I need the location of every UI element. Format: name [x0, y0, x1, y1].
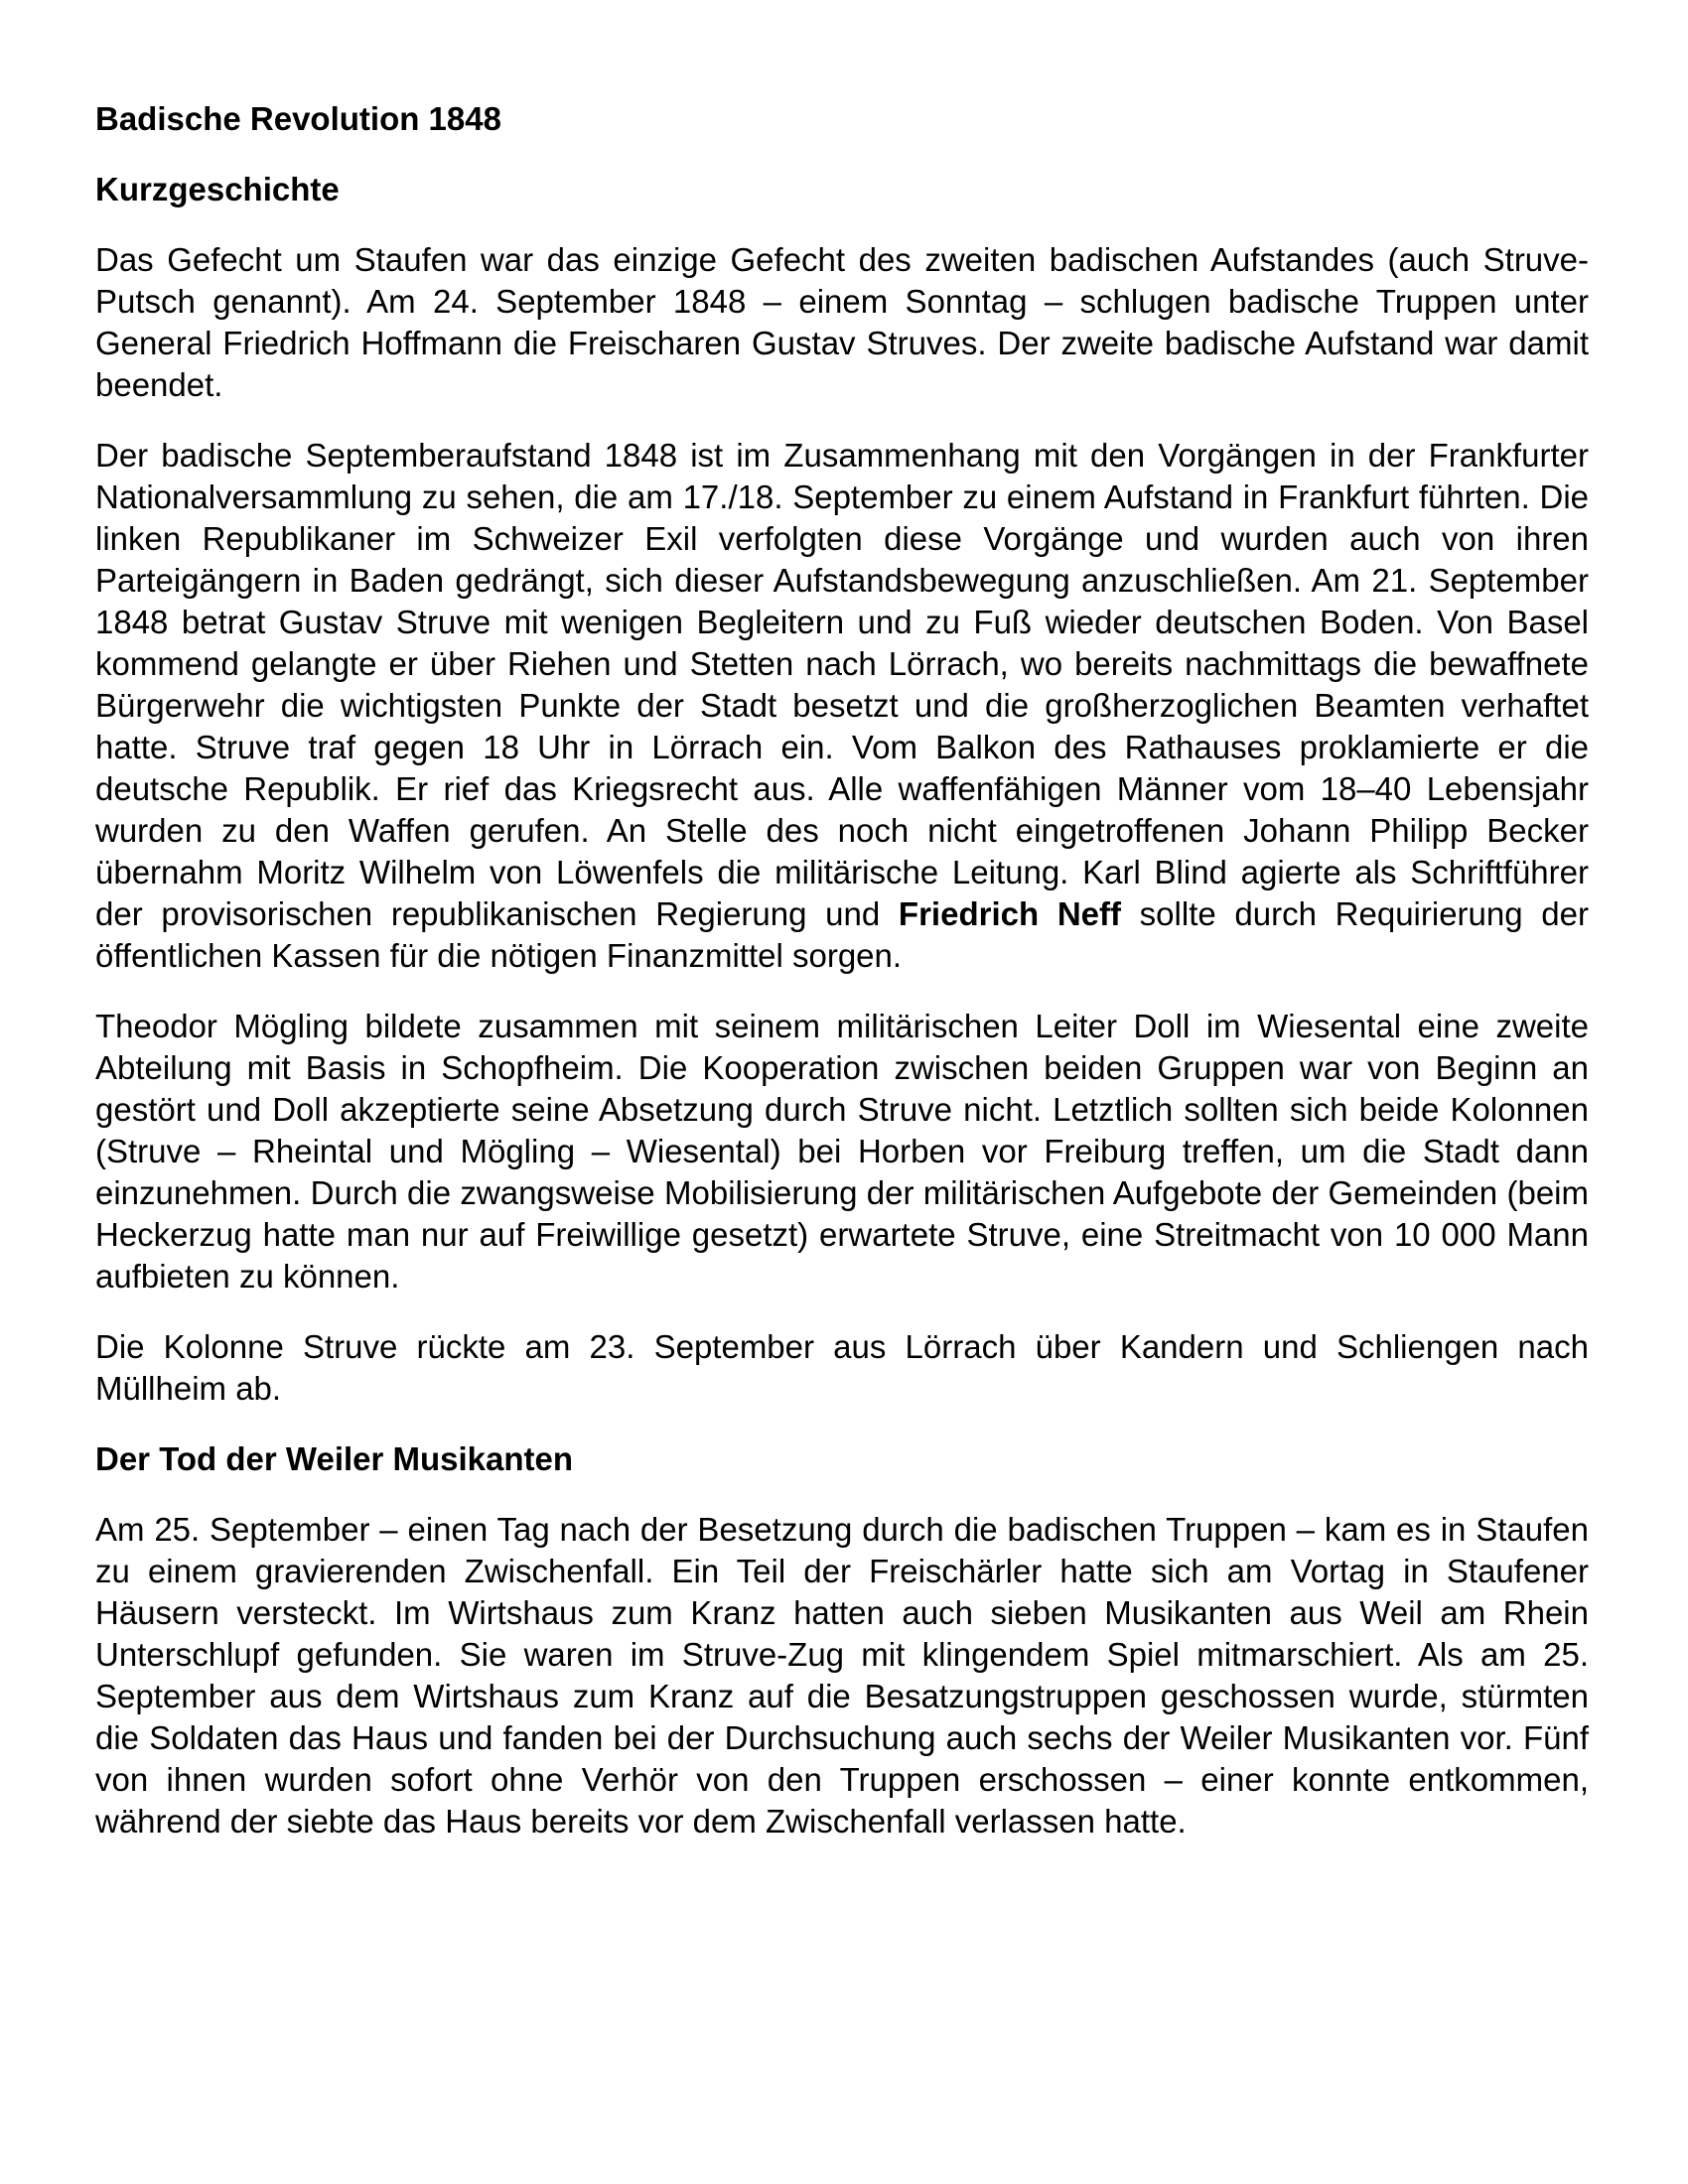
text-run: Der badische Septemberaufstand 1848 ist im Zusammenhang mit den Vorgängen in der Frankfurter Nationalversammlung zu sehen, die am 17./18. September zu einem Aufstand in Frankfurt führten. Die linken Republikaner im Schweizer Exil verfolgten diese Vorgänge und wurden auch von ihren Parteigängern in Baden gedrängt, sich dieser Aufstandsbewegung anzuschließen. Am 21. September 1848 betrat Gustav Struve mit wenigen Begleitern und zu Fuß wieder deutschen Boden. Von Basel kommend gelangte er über Riehen und Stetten nach Lörrach, wo bereits nachmittags die bewaffnete Bürgerwehr die wichtigsten Punkte der Stadt besetzt und die großherzoglichen Beamten verhaftet hatte. Struve traf gegen 18 Uhr in Lörrach ein. Vom Balkon des Rathauses proklamierte er die deutsche Republik. Er rief das Kriegsrecht aus. Alle waffenfähigen Männer vom 18–40 Lebensjahr wurden zu den Waffen gerufen. An Stelle des noch nicht eingetroffenen Johann Philipp Becker übernahm Moritz Wilhelm von Löwenfels die militärische Leitung. Karl Blind agierte als Schriftführer der provisorischen republikanischen Regierung und [95, 437, 1589, 932]
paragraph-kolonne-struve [95, 1326, 1589, 1410]
paragraph-septemberaufstand [95, 435, 1589, 977]
paragraph-weiler-musikanten [95, 1509, 1589, 1843]
text-run: Theodor Mögling bildete zusammen mit seinem militärischen Leiter Doll im Wiesental eine zweite Abteilung mit Basis in Schopfheim. Die Kooperation zwischen beiden Gruppen war von Beginn an gestört und Doll akzeptierte seine Absetzung durch Struve nicht. Letztlich sollten sich beide Kolonnen (Struve – Rheintal und Mögling – Wiesental) bei Horben vor Freiburg treffen, um die Stadt dann einzunehmen. Durch die zwangsweise Mobilisierung der militärischen Aufgebote der Gemeinden (beim Heckerzug hatte man nur auf Freiwillige gesetzt) erwartete Struve, eine Streitmacht von 10 000 Mann aufbieten zu können. [95, 1008, 1589, 1295]
section-heading-tod-der-weiler-musikanten: Der Tod der Weiler Musikanten [95, 1440, 574, 1477]
paragraph-gefecht-um-staufen [95, 239, 1589, 406]
text-run: sollte durch Requirierung der öffentlichen Kassen für die nötigen Finanzmittel sorgen. [95, 895, 1589, 974]
text-run: Das Gefecht um Staufen war das einzige Gefecht des zweiten badischen Aufstandes (auch Struve-Putsch genannt). Am 24. September 1848 – einem Sonntag – schlugen badische Truppen unter General Friedrich Hoffmann die Freischaren Gustav Struves. Der zweite badische Aufstand war damit beendet. [95, 241, 1589, 403]
document-title: Badische Revolution 1848 [95, 100, 501, 137]
paragraph-moegling-abteilung [95, 1006, 1589, 1297]
section-heading-kurzgeschichte: Kurzgeschichte [95, 171, 340, 207]
text-run: Am 25. September – einen Tag nach der Besetzung durch die badischen Truppen – kam es in Staufen zu einem gravierenden Zwischenfall. Ein Teil der Freischärler hatte sich am Vortag in Staufener Häusern versteckt. Im Wirtshaus zum Kranz hatten auch sieben Musikanten aus Weil am Rhein Unterschlupf gefunden. Sie waren im Struve-Zug mit klingendem Spiel mitmarschiert. Als am 25. September aus dem Wirtshaus zum Kranz auf die Besatzungstruppen geschossen wurde, stürmten die Soldaten das Haus und fanden bei der Durchsuchung auch sechs der Weiler Musikanten vor. Fünf von ihnen wurden sofort ohne Verhör von den Truppen erschossen – einer konnte entkommen, während der siebte das Haus bereits vor dem Zwischenfall verlassen hatte. [95, 1511, 1589, 1840]
bold-text-run: Friedrich Neff [898, 895, 1121, 932]
text-run: Die Kolonne Struve rückte am 23. September aus Lörrach über Kandern und Schliengen nach Müllheim ab. [95, 1328, 1589, 1407]
